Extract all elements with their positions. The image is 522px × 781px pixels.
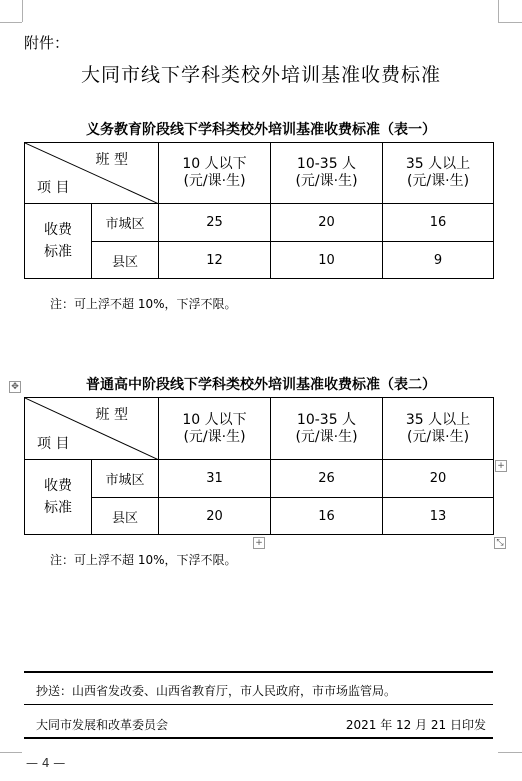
area-cell: 市城区 [92,204,159,242]
footer-cc-line: 抄送：山西省发改委、山西省教育厅，市人民政府，市市场监管局。 [36,684,397,698]
table-row [25,242,494,279]
column-header-size: 10 人以下 [182,411,247,428]
column-header-size: 35 人以上 [405,156,471,172]
value-cell: 9 [383,242,494,279]
crop-mark-bottom-left [0,752,22,753]
group-label-line: 标准 [44,244,72,260]
area-cell: 县区 [92,242,159,279]
column-header-unit: (元/课·生) [406,428,470,445]
add-column-icon[interactable]: + [495,460,507,472]
area-cell: 市城区 [92,460,159,498]
value-cell: 20 [383,460,494,498]
footer-issue-date: 2021 年 12 月 21 日印发 [345,718,486,732]
fee-table-2 [24,397,494,535]
footer-issuing-org: 大同市发展和改革委员会 [36,718,169,732]
table-row [25,460,494,498]
crop-mark-top-right-v [498,0,499,22]
footer-rule-top [24,671,493,673]
table-row [25,204,494,242]
column-header-unit: (元/课·生) [183,173,246,189]
table-resize-handle-icon[interactable]: ⤡ [494,537,506,549]
header-class-label: 班 型 [95,407,128,423]
table1-title: 义务教育阶段线下学科类校外培训基准收费标准（表一） [86,122,436,138]
footer-rule-bottom [24,737,493,739]
column-header [159,398,271,460]
header-item-label: 项 目 [37,436,70,452]
value-cell: 20 [159,498,271,535]
column-header [383,398,494,460]
attachment-label: 附件： [24,34,70,52]
column-header-size: 10-35 人 [296,156,357,172]
page-number: — 4 — [26,756,66,770]
value-cell: 13 [383,498,494,535]
column-header-unit: (元/课·生) [183,428,246,445]
table2-title: 普通高中阶段线下学科类校外培训基准收费标准（表二） [86,377,436,393]
fee-table-1 [24,142,494,279]
footer-rule-middle [24,704,493,705]
group-label [25,204,92,279]
value-cell: 16 [271,498,383,535]
column-header-unit: (元/课·生) [295,428,358,445]
document-title: 大同市线下学科类校外培训基准收费标准 [80,64,441,86]
column-header-unit: (元/课·生) [406,173,470,189]
crop-mark-top-left-v [22,0,23,22]
crop-mark-top-left [0,22,22,23]
value-cell: 16 [383,204,494,242]
column-header [383,143,494,204]
group-label [25,460,92,535]
table-move-handle-icon[interactable]: ✥ [9,381,21,393]
column-header [271,398,383,460]
add-row-icon[interactable]: + [253,537,265,549]
column-header-size: 10 人以下 [182,156,247,172]
column-header [271,143,383,204]
table-row [25,498,494,535]
table-header-corner [25,398,159,460]
column-header-size: 10-35 人 [296,411,357,428]
value-cell: 12 [159,242,271,279]
header-item-label: 项 目 [37,180,70,196]
header-class-label: 班 型 [95,152,128,168]
value-cell: 20 [271,204,383,242]
group-label-line: 收费 [44,222,72,238]
group-label-line: 标准 [44,500,72,516]
table1-note: 注：可上浮不超 10%，下浮不限。 [50,297,237,311]
value-cell: 25 [159,204,271,242]
column-header [159,143,271,204]
crop-mark-top-right [498,22,522,23]
value-cell: 10 [271,242,383,279]
area-cell: 县区 [92,498,159,535]
value-cell: 26 [271,460,383,498]
crop-mark-bottom-right [498,752,522,753]
column-header-unit: (元/课·生) [295,173,358,189]
group-label-line: 收费 [44,478,72,494]
column-header-size: 35 人以上 [405,411,471,428]
value-cell: 31 [159,460,271,498]
table-header-corner [25,143,159,204]
table2-note: 注：可上浮不超 10%，下浮不限。 [50,553,237,567]
